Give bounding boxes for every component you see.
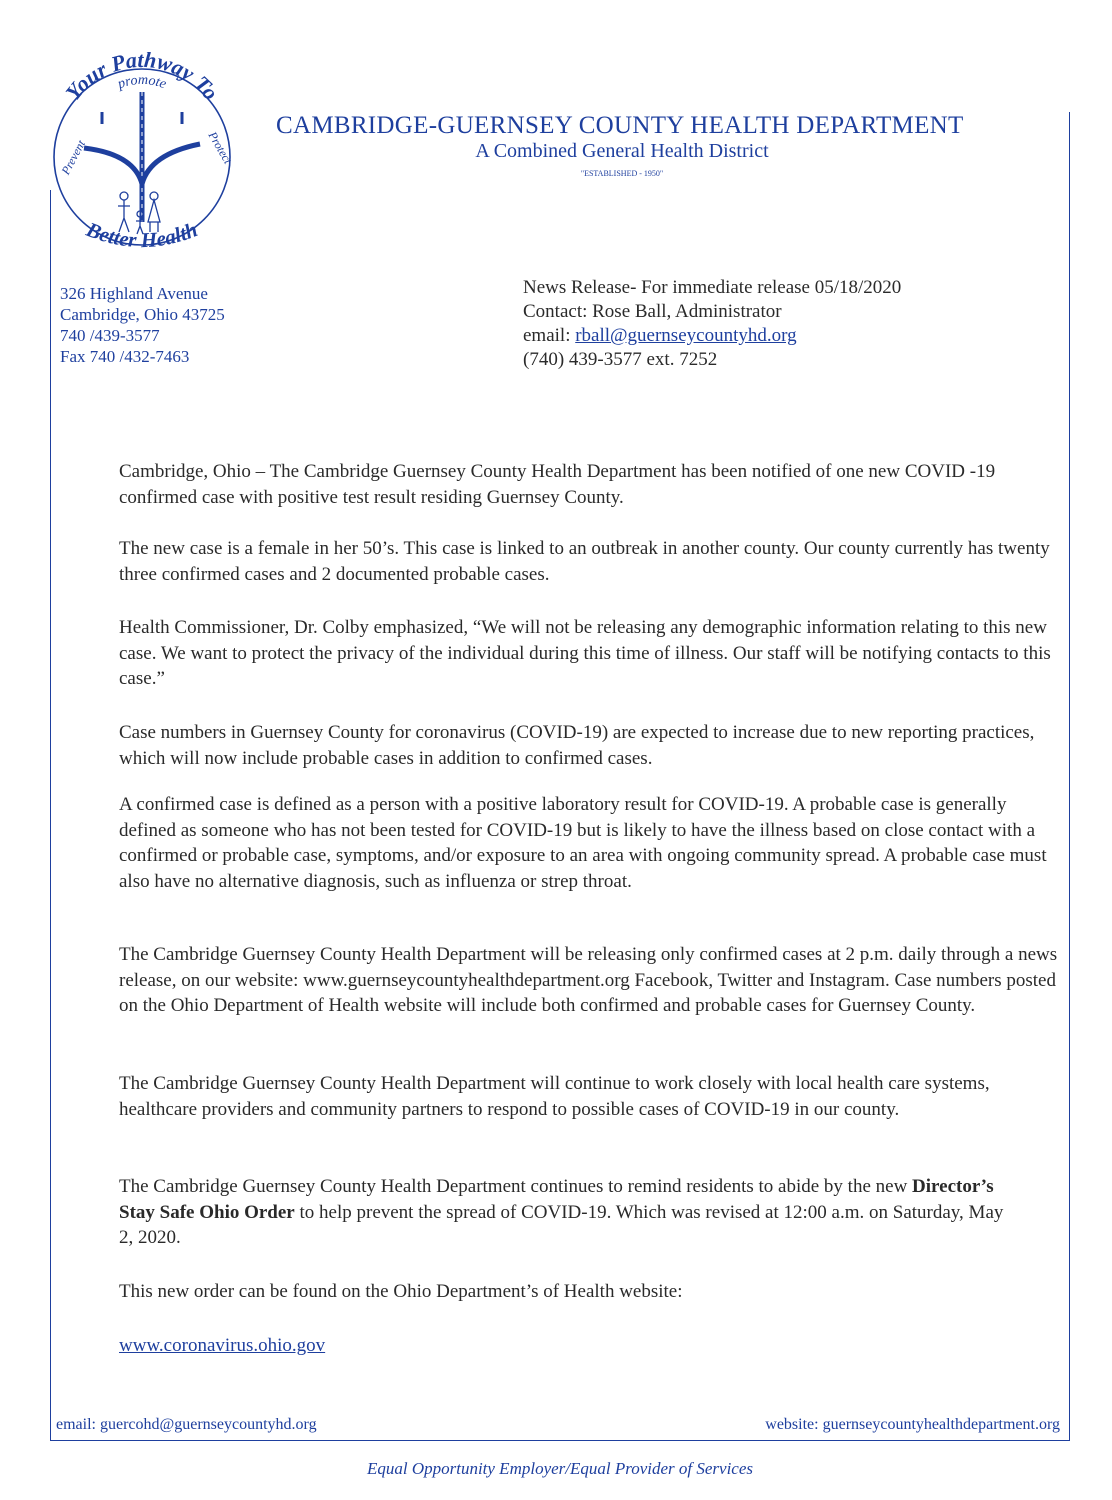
pathway-roads-icon — [84, 92, 200, 222]
coronavirus-website-link[interactable]: www.coronavirus.ohio.gov — [119, 1335, 326, 1356]
paragraph-6: The Cambridge Guernsey County Health Department will be releasing only confirmed cases at 2 p.m. daily through a news release, on our website: www.guernseycountyhealthdepartment.org Facebook, Twitter and Instagram. Case numbers posted on the Ohio Department of Health website will include both confirmed and probable cases for Guernsey County. — [119, 944, 1058, 1016]
health-department-logo — [42, 52, 242, 274]
order-name: Director’s Stay Safe Ohio Order — [119, 1176, 994, 1223]
equal-opportunity-statement: Equal Opportunity Employer/Equal Provider of Services — [366, 1459, 754, 1478]
paragraph-5: A confirmed case is defined as a person with a positive laboratory result for COVID-19. A probable case is generally defined as someone who has not been tested for COVID-19 but is likely to have the illness based on close contact with a confirmed or probable case, symptoms, and/or exposure to an area with ongoing community spread. A probable case must also have no alternative diagnosis, such as influenza or strep throat. — [119, 794, 1047, 892]
address-city: Cambridge, Ohio 43725 — [60, 305, 225, 324]
paragraph-4: Case numbers in Guernsey County for coronavirus (COVID-19) are expected to increase due to new reporting practices, which will now include probable cases in addition to confirmed cases. — [119, 722, 1035, 769]
release-contact: Contact: Rose Ball, Administrator — [523, 301, 782, 322]
frame-right-rule — [1069, 112, 1070, 1440]
paragraph-2: The new case is a female in her 50’s. This case is linked to an outbreak in another county. Our county currently has twenty three confirmed cases and 2 documented probable cases. — [119, 538, 1050, 585]
footer-email: email: guercohd@guernseycountyhd.org — [56, 1416, 317, 1433]
logo-bottom-text: Better Health — [83, 217, 201, 253]
order-text-before: The Cambridge Guernsey County Health Department continues to remind residents to abide by the new — [119, 1176, 913, 1197]
frame-bottom-rule — [50, 1440, 1070, 1441]
frame-left-rule — [50, 190, 51, 1440]
logo-promote-text: promote — [115, 72, 169, 93]
established-note: "ESTABLISHED - 1950" — [580, 169, 664, 178]
release-email-line — [523, 324, 901, 348]
paragraph-9: This new order can be found on the Ohio Department’s of Health website: — [119, 1281, 683, 1302]
paragraph-1: Cambridge, Ohio – The Cambridge Guernsey County Health Department has been notified of one new COVID -19 confirmed case with positive test result residing Guernsey County. — [119, 461, 996, 508]
footer-website: website: guernseycountyhealthdepartment.org — [765, 1416, 1060, 1433]
contact-email-link[interactable]: rball@guernseycountyhd.org — [575, 325, 797, 346]
address-street: 326 Highland Avenue — [60, 284, 208, 303]
paragraph-7: The Cambridge Guernsey County Health Department will continue to work closely with local health care systems, healthcare providers and community partners to respond to possible cases of COVID-19 in our county. — [119, 1073, 990, 1120]
address-fax: Fax 740 /432-7463 — [60, 347, 190, 366]
organization-name: CAMBRIDGE-GUERNSEY COUNTY HEALTH DEPARTMENT — [276, 112, 964, 139]
paragraph-3: Health Commissioner, Dr. Colby emphasized, “We will not be releasing any demographic information relating to this new case. We want to protect the privacy of the individual during this time of illness. Our staff will be notifying contacts to this case.” — [119, 617, 1051, 689]
release-phone: (740) 439-3577 ext. 7252 — [523, 349, 718, 370]
address-block — [60, 283, 225, 367]
logo-prevent-text: Prevent — [58, 137, 89, 177]
order-text-after: to help prevent the spread of COVID-19. Which was revised at 12:00 a.m. on Saturday, May 2, 2020. — [119, 1201, 1004, 1248]
paragraph-8 — [119, 1174, 1019, 1251]
address-phone: 740 /439-3577 — [60, 326, 160, 345]
email-label: email: — [523, 325, 571, 346]
logo-top-text: Your Pathway To — [60, 52, 224, 105]
logo-protect-text: Protect — [205, 129, 236, 167]
release-info-block — [523, 276, 901, 372]
release-date-line: News Release- For immediate release 05/18/2020 — [523, 277, 902, 298]
link-line — [119, 1333, 1064, 1359]
organization-subtitle: A Combined General Health District — [475, 140, 769, 162]
